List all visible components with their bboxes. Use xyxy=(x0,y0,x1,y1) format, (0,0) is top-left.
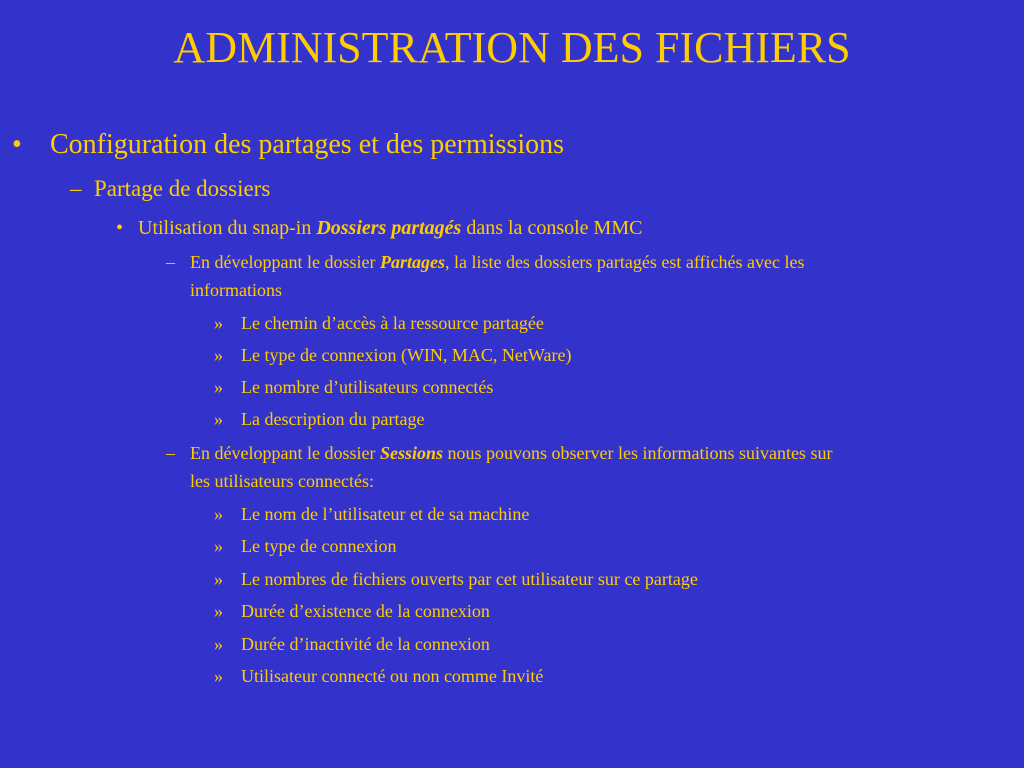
dash-marker: – xyxy=(70,176,82,201)
subitem-text: Le type de connexion (WIN, MAC, NetWare) xyxy=(241,345,572,365)
bullet-text xyxy=(138,216,642,240)
guillemet-marker: » xyxy=(214,504,223,524)
bullet-marker: • xyxy=(12,129,22,160)
subitem-text: Utilisateur connecté ou non comme Invité xyxy=(241,666,544,686)
subitem-text: Durée d’inactivité de la connexion xyxy=(241,634,490,654)
sessions-item-continuation: les utilisateurs connectés: xyxy=(190,471,374,491)
slide-title: ADMINISTRATION DES FICHIERS xyxy=(173,23,851,72)
bullet-text: Partage de dossiers xyxy=(94,176,271,201)
bullet-text xyxy=(190,250,805,274)
bullet-marker: • xyxy=(116,217,124,239)
partages-item-continuation: informations xyxy=(190,280,282,300)
emphasis-text: Partages xyxy=(379,252,445,272)
subitem-text: Le type de connexion xyxy=(241,536,397,556)
dash-marker: – xyxy=(166,443,175,463)
guillemet-marker: » xyxy=(214,634,223,654)
subitem-text: La description du partage xyxy=(241,409,425,429)
subitem-text: Le nombre d’utilisateurs connectés xyxy=(241,377,494,397)
bullet-text: Configuration des partages et des permissions xyxy=(50,129,565,160)
text-run: nous pouvons observer les informations suivantes sur xyxy=(442,443,833,463)
bullet-text xyxy=(190,441,832,465)
guillemet-marker: » xyxy=(214,569,223,589)
guillemet-marker: » xyxy=(214,409,223,429)
guillemet-marker: » xyxy=(214,313,223,333)
dash-marker: – xyxy=(166,252,175,272)
text-run: , la liste des dossiers partagés est affichés avec les xyxy=(444,252,805,272)
text-run: dans la console MMC xyxy=(461,217,643,239)
guillemet-marker: » xyxy=(214,536,223,556)
subitem-text: Le nom de l’utilisateur et de sa machine xyxy=(241,504,530,524)
text-run: En développant le dossier xyxy=(190,443,380,463)
text-run: En développant le dossier xyxy=(190,252,380,272)
guillemet-marker: » xyxy=(214,377,223,397)
guillemet-marker: » xyxy=(214,345,223,365)
text-run: Utilisation du snap-in xyxy=(138,217,317,239)
subitem-text: Durée d’existence de la connexion xyxy=(241,601,490,621)
guillemet-marker: » xyxy=(214,601,223,621)
subitem-text: Le chemin d’accès à la ressource partagée xyxy=(241,313,544,333)
guillemet-marker: » xyxy=(214,666,223,686)
emphasis-text: Sessions xyxy=(379,443,443,463)
subitem-text: Le nombres de fichiers ouverts par cet utilisateur sur ce partage xyxy=(241,569,698,589)
emphasis-text: Dossiers partagés xyxy=(316,217,462,239)
